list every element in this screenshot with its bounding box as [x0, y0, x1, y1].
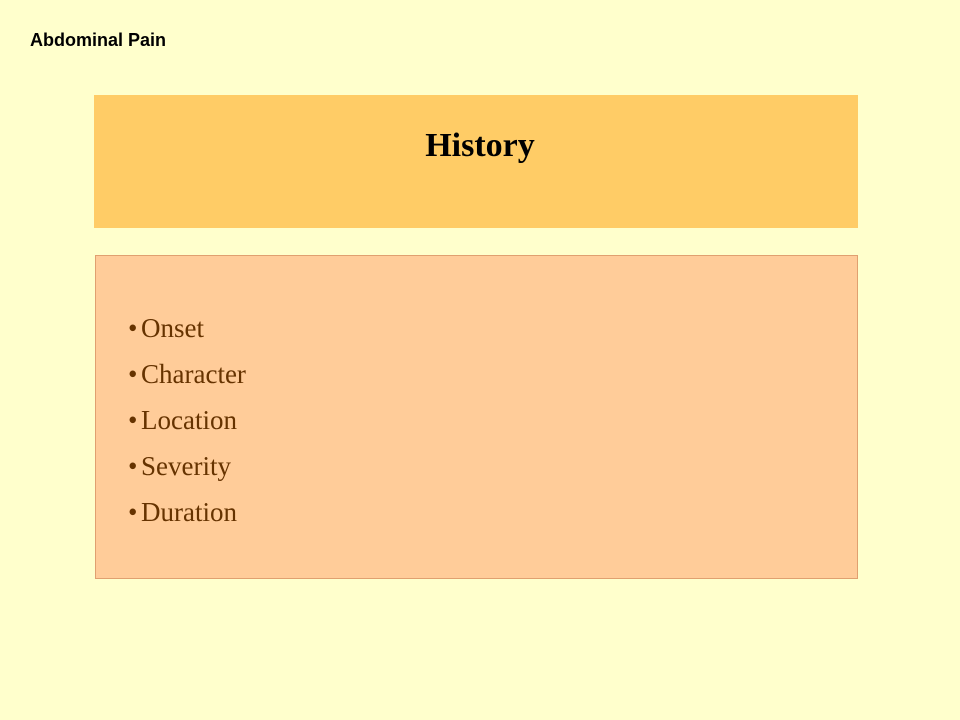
slide-header-label: Abdominal Pain: [30, 30, 167, 50]
bullet-label: Duration: [141, 497, 237, 527]
bullet-label: Severity: [141, 451, 231, 481]
bullet-icon: •: [128, 497, 138, 527]
bullet-icon: •: [128, 405, 138, 435]
bullet-label: Onset: [141, 313, 204, 343]
bullet-icon: •: [128, 313, 138, 343]
bullet-icon: •: [128, 359, 138, 389]
bullet-label: Character: [141, 359, 246, 389]
bullet-icon: •: [128, 451, 138, 481]
slide-title: History: [425, 127, 535, 164]
bullet-label: Location: [141, 405, 237, 435]
